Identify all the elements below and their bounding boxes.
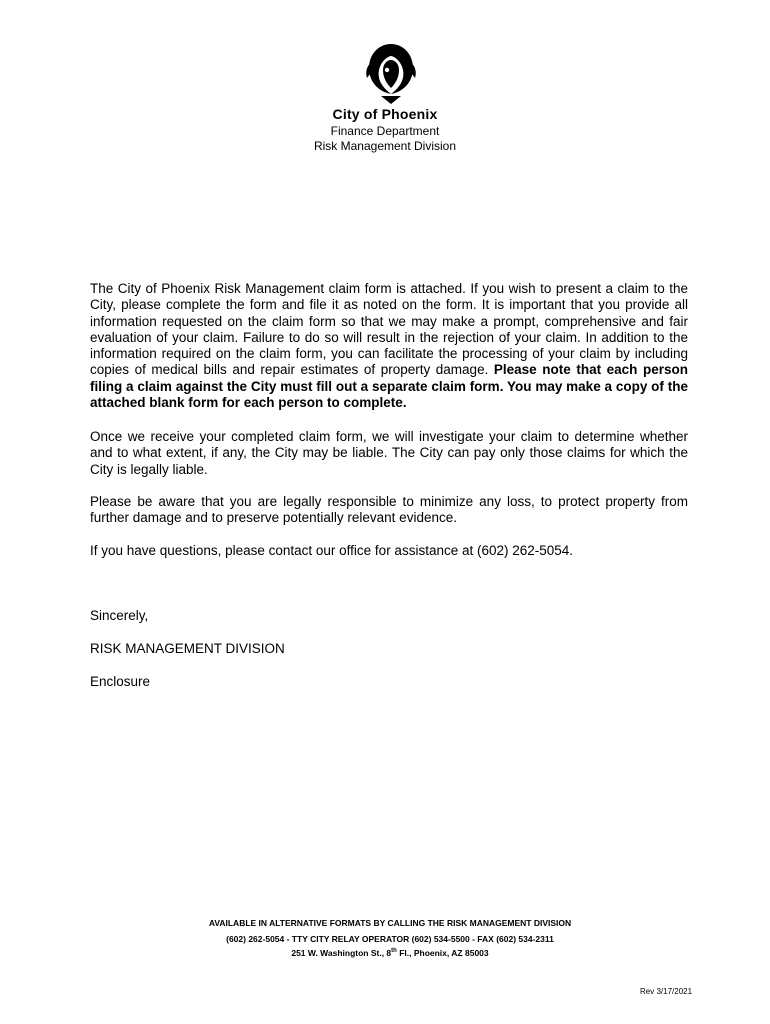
org-name: City of Phoenix bbox=[332, 106, 438, 122]
footer-address bbox=[0, 948, 770, 958]
signature-division: RISK MANAGEMENT DIVISION bbox=[90, 641, 285, 656]
address-city: Fl., Phoenix, AZ 85003 bbox=[396, 948, 489, 958]
paragraph-investigation: Once we receive your completed claim form, we will investigate your claim to determine whether and to what extent, if any, the City may be liable. The City can pay only those claims for which the City is legally liable. bbox=[90, 429, 688, 477]
footer-alt-formats: AVAILABLE IN ALTERNATIVE FORMATS BY CALLING THE RISK MANAGEMENT DIVISION bbox=[208, 918, 572, 928]
address-street: 251 W. Washington St., 8 bbox=[291, 948, 392, 958]
paragraph-claim-form-intro bbox=[90, 281, 688, 411]
revision-date: Rev 3/17/2021 bbox=[640, 987, 693, 996]
paragraph-text: The City of Phoenix Risk Management claim form is attached. If you wish to present a claim to the City, please complete the form and file it as noted on the form. It is important that you provide all information requested on the claim form so that we may make a prompt, comprehensive and fair evaluation of your claim. Failure to do so will result in the rejection of your claim. In addition to the information required on the claim form, you can facilitate the processing of your claim by including copies of medical bills and repair estimates of property damage. bbox=[90, 281, 688, 378]
paragraph-responsibility: Please be aware that you are legally responsible to minimize any loss, to protect property from further damage and to preserve potentially relevant evidence. bbox=[90, 494, 688, 526]
division-name: Risk Management Division bbox=[313, 139, 457, 153]
address-floor-suffix: th bbox=[391, 948, 397, 955]
paragraph-contact: If you have questions, please contact our office for assistance at (602) 262-5054. bbox=[90, 543, 574, 558]
footer-phone-numbers: (602) 262-5054 - TTY CITY RELAY OPERATOR (602) 534-5500 - FAX (602) 534-2311 bbox=[226, 934, 554, 944]
phoenix-bird-logo-icon bbox=[361, 42, 421, 106]
enclosure-note: Enclosure bbox=[90, 674, 151, 689]
department-name: Finance Department bbox=[330, 124, 440, 138]
closing-salutation: Sincerely, bbox=[90, 608, 149, 623]
separate-form-notice: Please note that each person filing a claim against the City must fill out a separate claim form. You may make a copy of the attached blank form for each person to complete. bbox=[90, 362, 688, 411]
